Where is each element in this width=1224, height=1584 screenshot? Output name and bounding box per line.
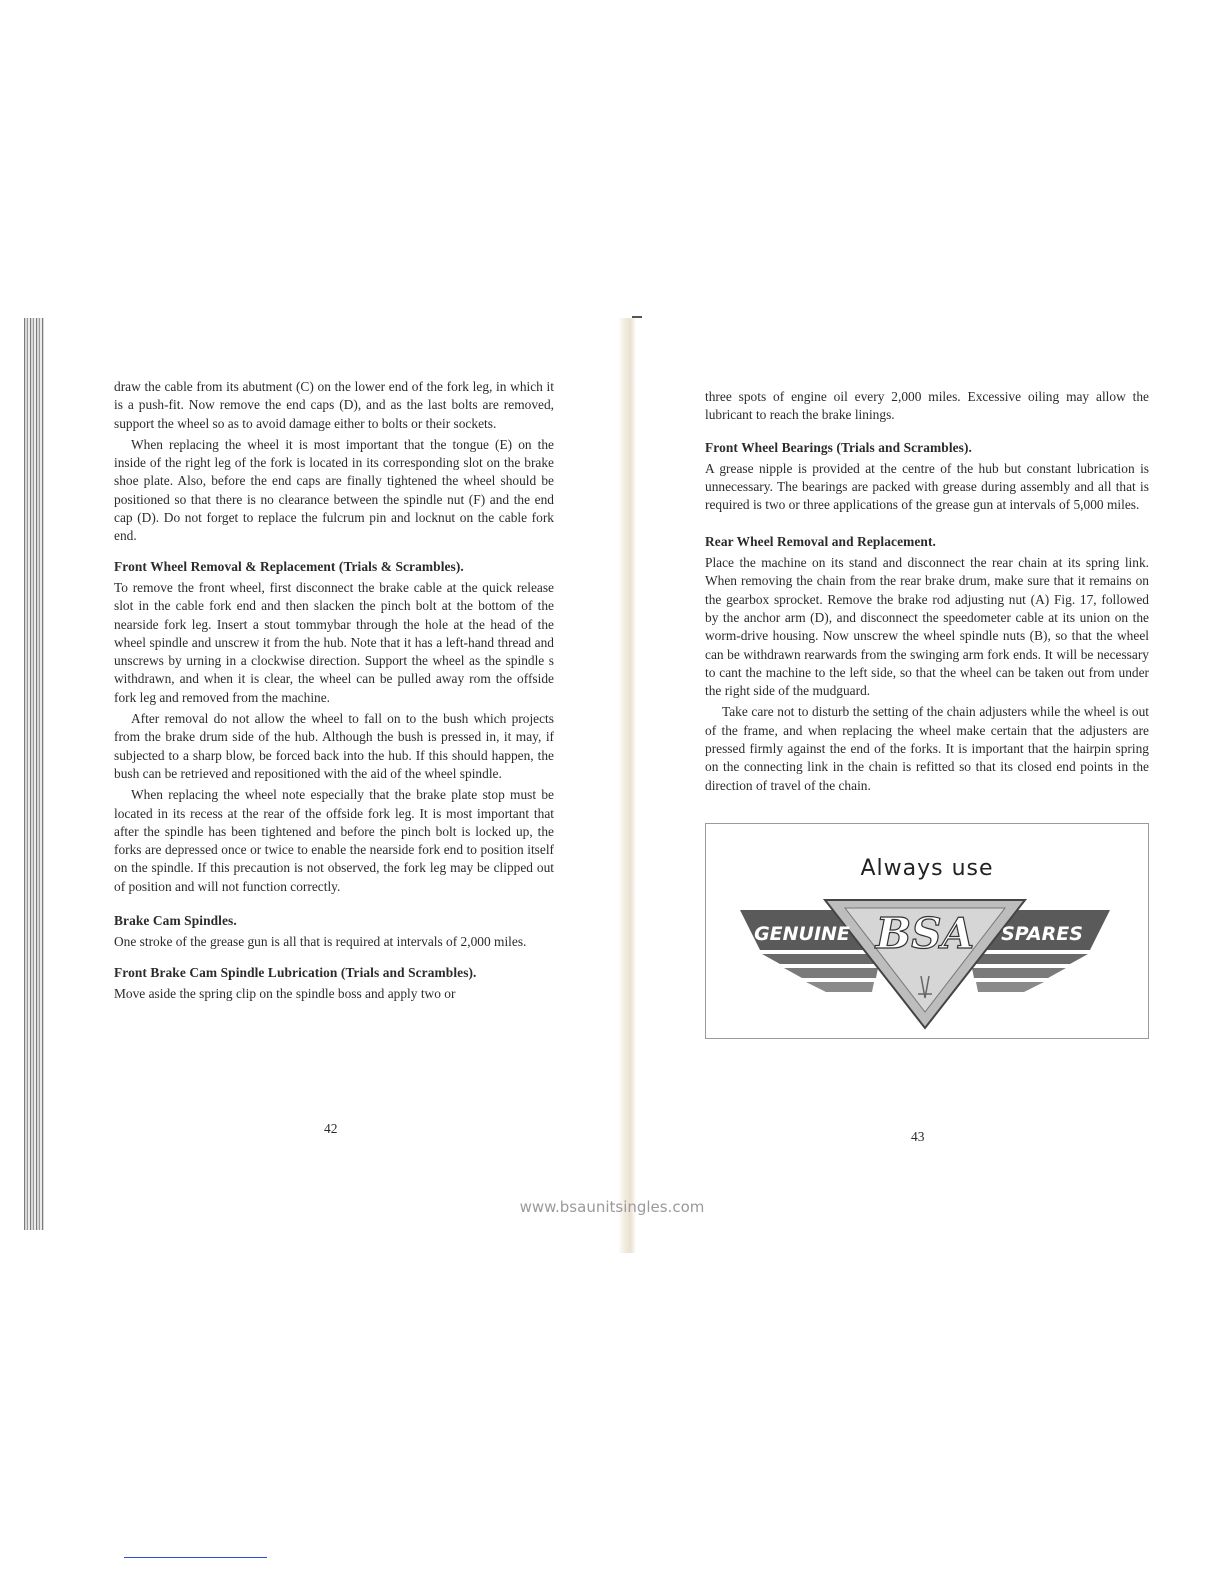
gutter-mark [632, 316, 642, 318]
page-edge-decoration [24, 318, 44, 1230]
section-heading: Front Brake Cam Spindle Lubrication (Trials and Scrambles). [114, 964, 477, 980]
paragraph: Place the machine on its stand and disconnect the rear chain at its spring link. When removing the chain from the rear brake drum, make sure that it remains on the gearbox sprocket. Remove the brake rod adjusting nut (A) Fig. 17, followed by the anchor arm (D), and disconnect the speedometer cable at its union on the worm-drive housing. Now unscrew the wheel spindle nuts (B), so that the wheel can be withdrawn rearwards from the swinging arm fork ends. It will be necessary to cant the machine to the left side, so that the wheel can be taken out from under the right side of the mudguard. [705, 555, 1149, 699]
paragraph: three spots of engine oil every 2,000 miles. Excessive oiling may allow the lubricant to reach the brake linings. [705, 389, 1149, 423]
paragraph: When replacing the wheel note especially that the brake plate stop must be located in its recess at the rear of the offside fork leg. It is most important that after the spindle has been tightened and before the pinch bolt is locked up, the forks are depressed once or twice to enable the nearside fork end to position itself on the spindle. If this precaution is not observed, the fork leg may be clipped out of position and will not function correctly. [114, 787, 554, 894]
site-watermark: www.bsaunitsingles.com [519, 1198, 705, 1216]
paragraph: When replacing the wheel it is most important that the tongue (E) on the inside of the right leg of the fork is located in its corresponding slot on the brake shoe plate. Also, before the end caps are finally tightened the wheel should be positioned so that there is no clearance between the spindle nut (F) and the end cap (D). Do not forget to replace the fulcrum pin and locknut on the cable fork end. [114, 436, 554, 544]
bsa-brand-label: BSA [875, 908, 975, 958]
paragraph: Move aside the spring clip on the spindle boss and apply two or [114, 985, 456, 1001]
page-number-left: 42 [324, 1121, 338, 1136]
right-page [705, 388, 1149, 1039]
bsa-spares-advert [705, 823, 1149, 1039]
spares-label: SPARES [1001, 922, 1083, 945]
section-heading: Front Wheel Removal & Replacement (Trials & Scrambles). [114, 558, 464, 574]
section-heading: Brake Cam Spindles. [114, 913, 237, 929]
section-heading: Front Wheel Bearings (Trials and Scrambles). [705, 439, 973, 455]
book-gutter [618, 318, 636, 1253]
bsa-wings-logo [740, 898, 1110, 1030]
paragraph: A grease nipple is provided at the centre of the hub but constant lubrication is unnecessary. The bearings are packed with grease during assembly and all that is required is two or three applications of the grease gun at intervals of 5,000 miles. [705, 460, 1149, 513]
paragraph: Take care not to disturb the setting of the chain adjusters while the wheel is out of the frame, and when replacing the wheel make certain that the adjusters are pressed firmly against the end of the forks. It is important that the hairpin spring on the connecting link in the chain is refitted so that its closed end points in the direction of travel of the chain. [705, 704, 1149, 793]
paragraph: To remove the front wheel, first disconnect the brake cable at the quick release slot in the cable fork end and then slacken the pinch bolt at the bottom of the nearside fork leg. Insert a stout tommybar through the hole at the head of the wheel spindle and unscrew it from the hub. Note that it has a left-hand thread and unscrews by urning in a clockwise direction. Support the wheel as the spindle s withdrawn, and when it is clear, the wheel can be pulled away rom the offside fork leg and removed from the machine. [114, 579, 554, 705]
paragraph: One stroke of the grease gun is all that is required at intervals of 2,000 miles. [114, 934, 527, 950]
section-heading: Rear Wheel Removal and Replacement. [705, 533, 936, 549]
genuine-label: GENUINE [754, 922, 850, 945]
advert-title: Always use [860, 855, 994, 881]
paragraph: After removal do not allow the wheel to fall on to the bush which projects from the brake drum side of the hub. Although the bush is pressed in, it may, if subjected to a sharp blow, be forced back into the hub. If this should happen, the bush can be retrieved and repositioned with the aid of the wheel spindle. [114, 711, 554, 781]
left-page [114, 378, 554, 1006]
page-number-right: 43 [911, 1129, 925, 1144]
footer-link-line [124, 1557, 267, 1558]
paragraph: draw the cable from its abutment (C) on the lower end of the fork leg, in which it is a push-fit. Now remove the end caps (D), and as the last bolts are removed, support the wheel so as to avoid damage either to bolts or their sockets. [114, 379, 554, 431]
